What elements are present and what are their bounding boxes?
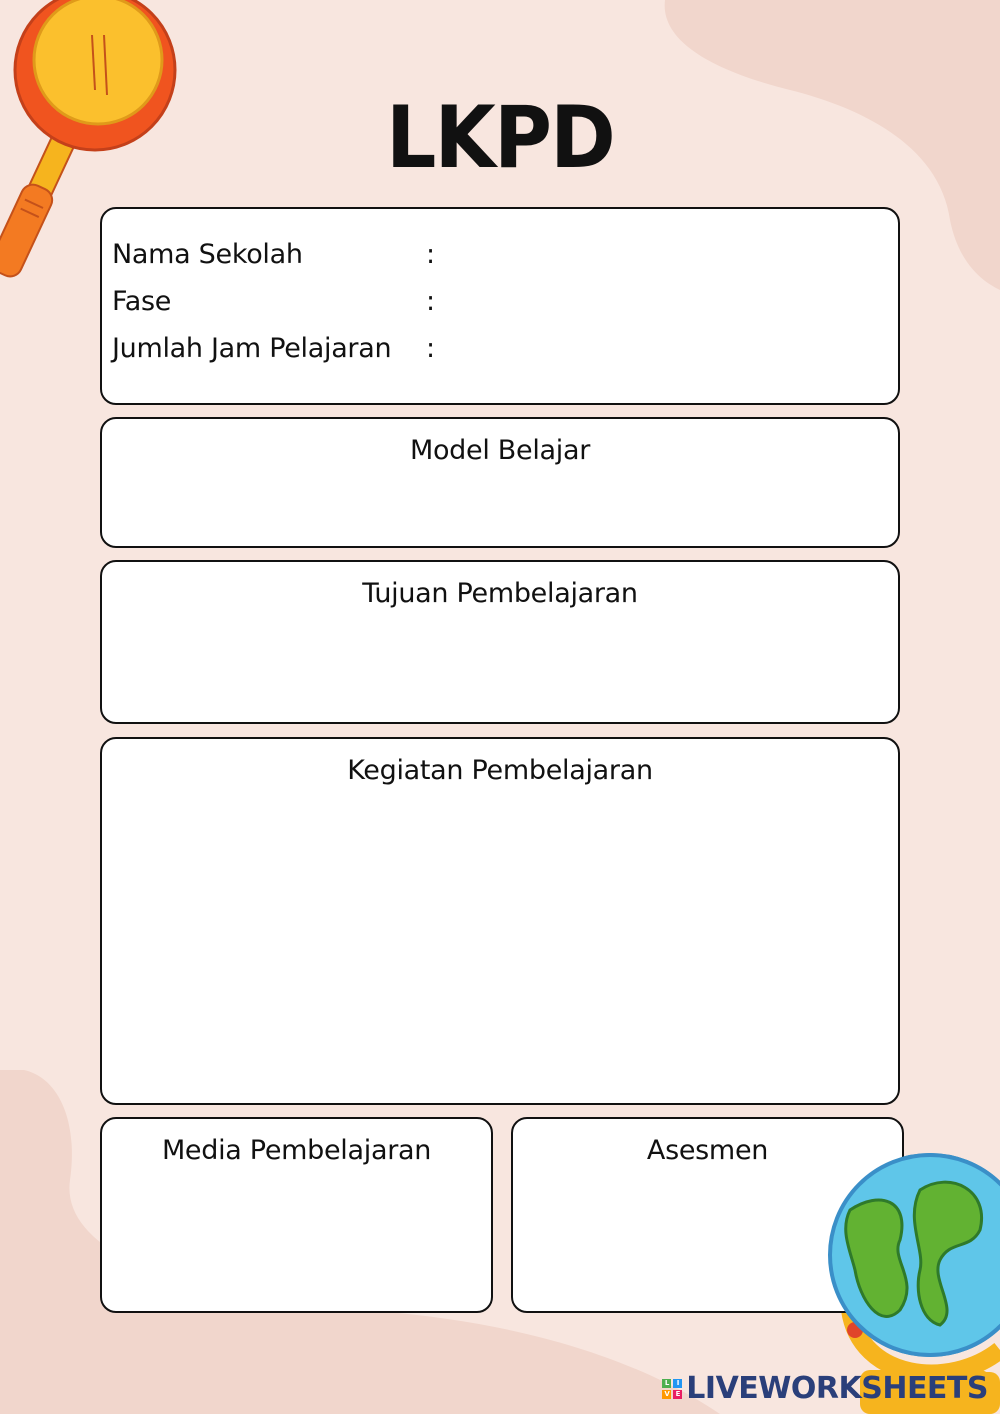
liveworksheets-watermark[interactable]: [662, 1371, 988, 1406]
tujuan-pembelajaran-box[interactable]: [100, 560, 900, 724]
info-colon-school: :: [426, 239, 436, 270]
info-label-hours: Jumlah Jam Pelajaran: [112, 333, 392, 364]
info-label-school: Nama Sekolah: [112, 239, 303, 270]
media-pembelajaran-heading: Media Pembelajaran: [161, 1135, 432, 1166]
liveworksheets-logo-icon: L I V E: [662, 1379, 682, 1399]
kegiatan-pembelajaran-heading: Kegiatan Pembelajaran: [347, 755, 653, 786]
page-title: LKPD: [385, 88, 615, 188]
info-label-phase: Fase: [112, 286, 172, 317]
asesmen-heading: Asesmen: [646, 1135, 769, 1166]
watermark-text: LIVEWORKSHEETS: [686, 1371, 988, 1406]
info-colon-phase: :: [426, 286, 436, 317]
info-colon-hours: :: [426, 333, 436, 364]
info-box: [100, 207, 900, 405]
model-belajar-heading: Model Belajar: [409, 435, 591, 466]
kegiatan-pembelajaran-box[interactable]: [100, 737, 900, 1105]
tujuan-pembelajaran-heading: Tujuan Pembelajaran: [362, 578, 638, 609]
media-pembelajaran-box[interactable]: [100, 1117, 493, 1313]
model-belajar-box[interactable]: [100, 417, 900, 548]
